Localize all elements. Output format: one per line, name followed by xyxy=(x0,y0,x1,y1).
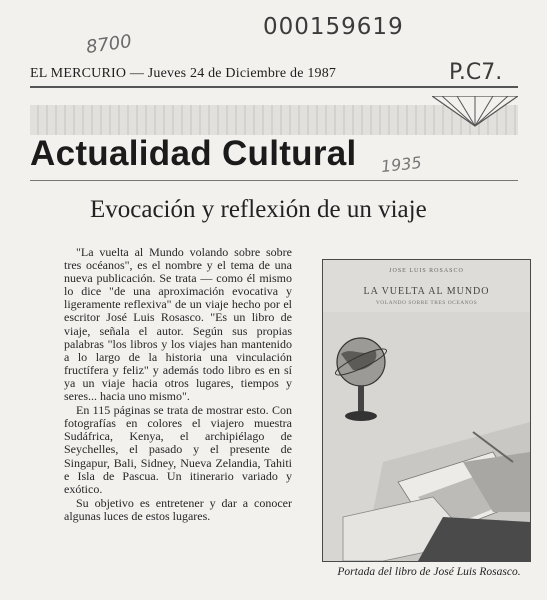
handwritten-note-mid: 1935 xyxy=(380,152,423,177)
photo-caption: Portada del libro de José Luis Rosasco. xyxy=(337,566,521,578)
handwritten-note-top: 8700 xyxy=(84,30,134,59)
article-headline: Evocación y reflexión de un viaje xyxy=(90,196,427,223)
article-paragraph: "La vuelta al Mundo volando sobre sobre tres océanos", es el nombre y el tema de una nueva publicación. Se trata — como él mismo lo dice "de una aproximación evocativa y ligeramente reflexiva" de un viaje hecho por el escritor José Luis Rosasco. "Es un libro de viaje, señala el autor. Según sus propias palabras "los libros y los viajes han mantenido a lo largo de la historia una vinculación fructífera y feliz" y además todo libro es en sí ya un viaje hacia otros lugares, tiempos y seres... hacia uno mismo". xyxy=(64,245,292,404)
book-cover-photo xyxy=(322,259,531,562)
handwritten-catalog-number: 000159619 xyxy=(263,14,404,40)
book-cover-title: LA VUELTA AL MUNDO xyxy=(363,286,490,297)
globe-and-maps-illustration xyxy=(323,312,530,561)
article-paragraph: Su objetivo es entretener y dar a conocer algunas luces de estos lugares. xyxy=(64,495,292,523)
masthead-rule xyxy=(30,86,518,88)
handwritten-page-code: P.C7. xyxy=(449,60,503,85)
section-rule xyxy=(30,180,518,181)
article-paragraph: En 115 páginas se trata de mostrar esto. Con fotografías en colores el viajero muestra Sudáfrica, Kenya, el archipiélago de Seychelles, el pasado y el presente de Singapur, Bali, Sidney, Nueva Zelandia, Tahiti e Isla de Pascua. Un itinerario variado y exótico. xyxy=(64,403,292,496)
book-cover-author: JOSE LUIS ROSASCO xyxy=(389,268,464,274)
section-title: Actualidad Cultural xyxy=(30,134,357,173)
newspaper-masthead: EL MERCURIO — Jueves 24 de Diciembre de 1987 xyxy=(30,66,337,81)
book-cover-subtitle: VOLANDO SOBRE TRES OCEANOS xyxy=(375,300,478,306)
sunburst-emblem-icon xyxy=(432,96,518,130)
article-body xyxy=(64,246,292,524)
